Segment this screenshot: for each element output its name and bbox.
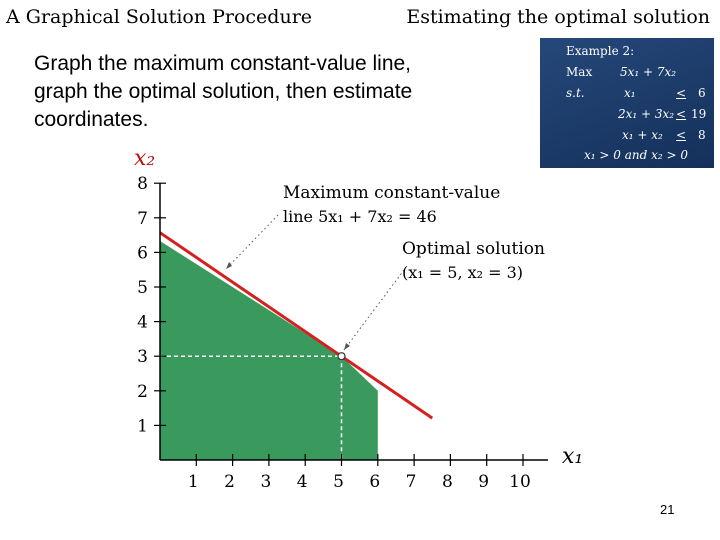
st-keyword: s.t.: [566, 86, 585, 100]
x-tick-label: 2: [224, 472, 236, 492]
x-tick-label: 6: [369, 472, 381, 492]
x-tick-label: 1: [187, 472, 199, 492]
intro-line: graph the optimal solution, then estimate: [34, 80, 413, 103]
optimal-pointer: [344, 270, 404, 350]
intro-line: Graph the maximum constant-value line,: [34, 52, 412, 75]
max-line-equation: line 5x₁ + 7x₂ = 46: [283, 207, 437, 226]
y-tick-label: 8: [137, 174, 148, 195]
x-axis-label: x₁: [562, 444, 584, 469]
constraint-op: <: [676, 107, 687, 121]
slide-title-left: A Graphical Solution Procedure: [6, 6, 313, 28]
y-tick-label: 3: [137, 347, 148, 368]
optimal-point: [338, 353, 345, 360]
constraint-op: <: [676, 128, 687, 142]
intro-line: coordinates.: [34, 108, 149, 131]
x-tick-label: 8: [441, 472, 453, 492]
constraint-lhs: x₁: [624, 86, 636, 100]
x-tick-label: 3: [260, 472, 272, 492]
y-tick-label: 2: [137, 381, 148, 402]
y-axis-label: x₂: [134, 146, 156, 171]
max-line-pointer: [226, 215, 278, 269]
optimal-coordinates: (x₁ = 5, x₂ = 3): [402, 263, 524, 282]
x-tick-label: 5: [333, 472, 344, 492]
nonnegativity-constraint: x₁ > 0 and x₂ > 0: [584, 148, 688, 162]
constraint-rhs: 6: [698, 86, 706, 100]
constraint-rhs: 8: [698, 128, 706, 142]
x-tick-label: 9: [478, 472, 490, 492]
constraint-lhs: x₁ + x₂: [622, 128, 663, 142]
x-tick-label: 4: [296, 472, 308, 492]
example-title: Example 2:: [566, 44, 635, 58]
y-tick-label: 1: [137, 416, 148, 437]
max-line-pointer-arrowhead: [226, 262, 232, 269]
y-tick-label: 4: [137, 312, 148, 333]
y-tick-label: 6: [137, 243, 148, 264]
constraint-op: <: [676, 86, 687, 100]
objective-keyword: Max: [566, 65, 593, 79]
slide-title-right: Estimating the optimal solution: [406, 6, 710, 28]
optimal-pointer-arrowhead: [344, 343, 350, 350]
optimal-label: Optimal solution: [402, 239, 545, 259]
y-tick-label: 7: [137, 208, 148, 229]
constraint-rhs: 19: [691, 107, 707, 121]
objective-function: 5x₁ + 7x₂: [620, 65, 677, 79]
x-tick-label: 7: [405, 472, 417, 492]
max-line-label: Maximum constant-value: [283, 183, 501, 203]
y-tick-label: 5: [137, 278, 148, 298]
feasible-region: [160, 241, 378, 460]
page-number: 21: [660, 502, 675, 517]
constraint-lhs: 2x₁ + 3x₂: [618, 107, 675, 121]
x-tick-label: 10: [509, 472, 531, 492]
